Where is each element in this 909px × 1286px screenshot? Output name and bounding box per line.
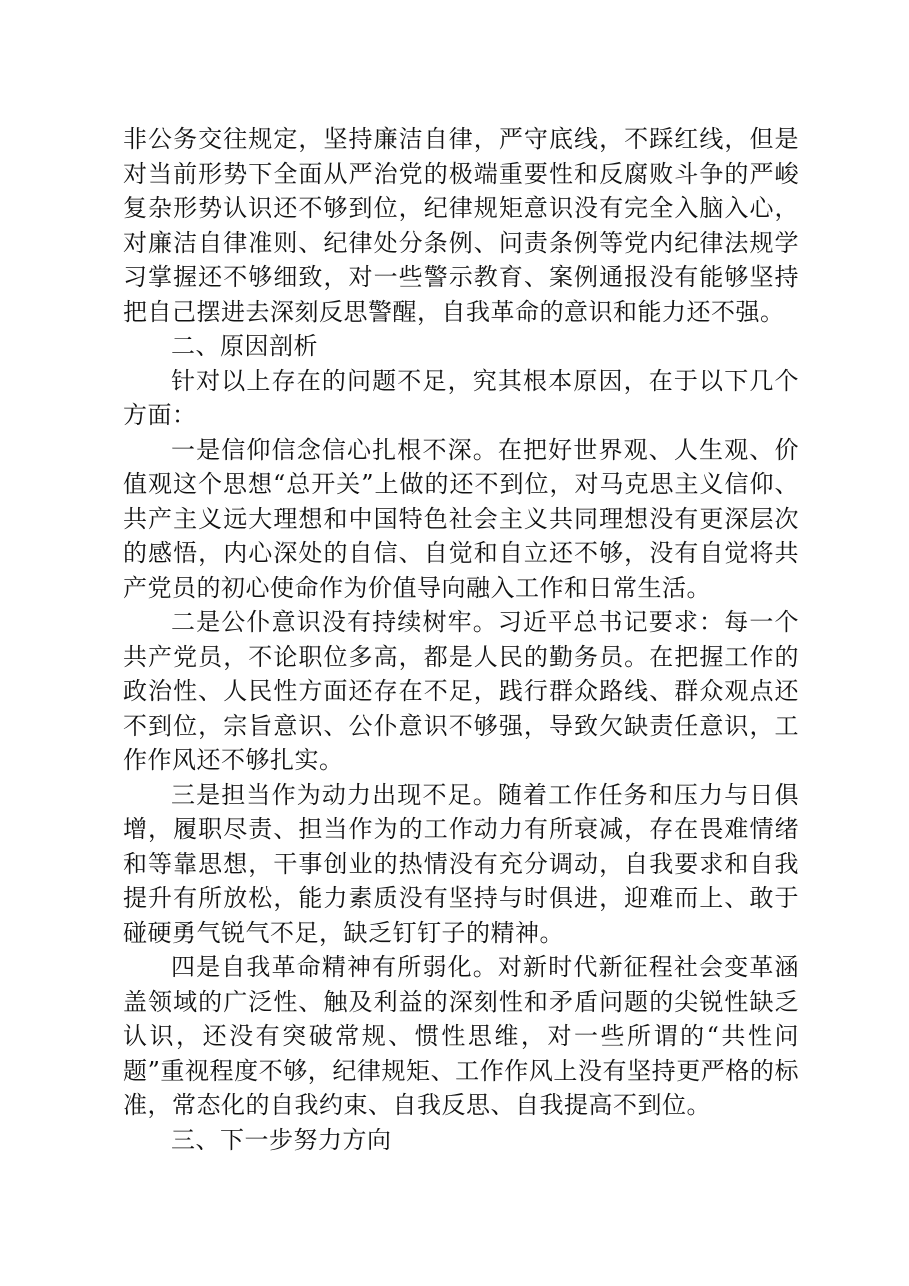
paragraph-continuation: 非公务交往规定，坚持廉洁自律，严守底线，不踩红线，但是对当前形势下全面从严治党的极端重要性和反腐败斗争的严峻复杂形势认识还不够到位，纪律规矩意识没有完全入脑入心，对廉洁自律准则、纪律处分条例、问责条例等党内纪律法规学习掌握还不够细致，对一些警示教育、案例通报没有能够坚持把自己摆进去深刻反思警醒，自我革命的意识和能力还不强。 bbox=[123, 125, 799, 326]
document-body bbox=[123, 122, 799, 1157]
section-heading-next-steps: 三、下一步努力方向 bbox=[171, 1125, 392, 1154]
paragraph-reason-4: 四是自我革命精神有所弱化。对新时代新征程社会变革涵盖领域的广泛性、触及利益的深刻性和矛盾问题的尖锐性缺乏认识，还没有突破常规、惯性思维，对一些所谓的“共性问题”重视程度不够，纪律规矩、工作作风上没有坚持更严格的标准，常态化的自我约束、自我反思、自我提高不到位。 bbox=[123, 953, 799, 1119]
paragraph-reason-1: 一是信仰信念信心扎根不深。在把好世界观、人生观、价值观这个思想“总开关”上做的还不到位，对马克思主义信仰、共产主义远大理想和中国特色社会主义共同理想没有更深层次的感悟，内心深处的自信、自觉和自立还不够，没有自觉将共产党员的初心使命作为价值导向融入工作和日常生活。 bbox=[123, 435, 799, 602]
paragraph-reason-2: 二是公仆意识没有持续树牢。习近平总书记要求：每一个共产党员，不论职位多高，都是人民的勤务员。在把握工作的政治性、人民性方面还存在不足，践行群众路线、群众观点还不到位，宗旨意识、公仆意识不够强，导致欠缺责任意识，工作作风还不够扎实。 bbox=[123, 608, 799, 774]
section-heading-causes: 二、原因剖析 bbox=[171, 332, 318, 360]
paragraph-intro: 针对以上存在的问题不足，究其根本原因，在于以下几个方面： bbox=[123, 366, 799, 429]
paragraph-reason-3: 三是担当作为动力出现不足。随着工作任务和压力与日俱增，履职尽责、担当作为的工作动力有所衰减，存在畏难情绪和等靠思想，干事创业的热情没有充分调动，自我要求和自我提升有所放松，能力素质没有坚持与时俱进，迎难而上、敢于碰硬勇气锐气不足，缺乏钉钉子的精神。 bbox=[123, 780, 799, 947]
